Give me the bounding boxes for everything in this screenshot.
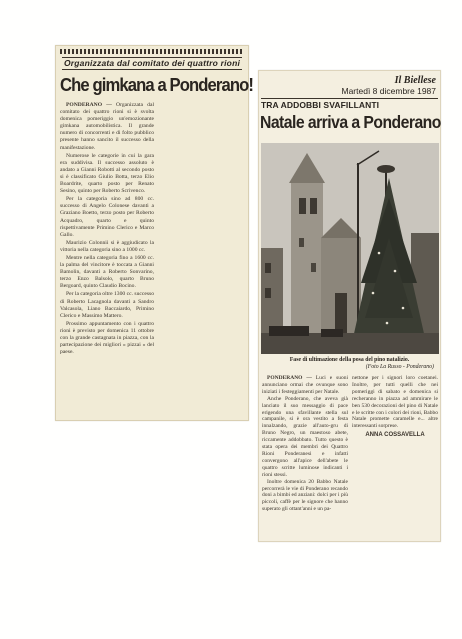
article-paragraph: Per la categoria sino ad 800 cc. successo di Angelo Colonese davanti a Graziano Boetto, terzo posto per Roberto Acquadro, quarto e quinto rispettivamente Primino Clerico e Marco Gallo.	[60, 196, 154, 238]
section-label: TRA ADDOBBI SVAFILLANTI	[261, 100, 380, 110]
article-paragraph: Prossimo appuntamento con i quattro rioni è previsto per domenica 11 ottobre con la grande castagnata in piazza, con la partecipazione dei migliori « pizzai » del paese.	[60, 320, 154, 356]
article-paragraph: Inoltre domenica 20 Babbo Natale percorrerà le vie di Ponderano recando doni a bimbi ed anziani: dolci per i più piccoli, caffè per le signore che hanno superato gli ottant'anni e un pa-	[262, 478, 348, 513]
article-paragraph: Maurizio Colonnii si è aggiudicato la vittoria nella categoria sino a 1000 cc.	[60, 239, 154, 253]
article-column-right	[352, 375, 438, 539]
photo-illustration	[261, 143, 439, 354]
article-paragraph: Numerose le categorie in cui la gara era suddivisa. Il successo assoluto è andato a Gianni Robotti al secondo posto si è classificato Giulio Botta, terzo Elio Boardrite, quarto posto per Renato Sesino, quinto per Roberto Scrivenco.	[60, 152, 154, 195]
article-column-left	[262, 375, 348, 539]
article-paragraph: Anche Ponderano, che aveva già lanciato il suo messaggio di pace erigendo una sfavillante stella sul campanile, si è ora vestito a festa innalzando, grazie all'auto-gru di Bruno Negro, un maestoso abete, riccamente addobbato. Tutto questo è stata opera dei membri dei Quattro Rioni Ponderanesi e infatti convergono all'apice dell'abete le quattro scritte luminose indicanti i rioni stessi.	[262, 395, 348, 478]
article-kicker: Organizzata dal comitato dei quattro rioni	[63, 58, 241, 68]
article-paragraph: nettone per i signori loro coetanei. Inoltre, per tutti quelli che nei pomeriggi di sabato e domenica si recheranno in piazza ad ammirare le ben 530 decorazioni del pino di Natale e le scritte con i colori dei rioni, Babbo Natale promette caramelle e... altre interessanti sorprese.	[352, 375, 438, 430]
divider	[261, 98, 438, 99]
article-paragraph: Mentre nella categoria fino a 1600 cc. la palma del vincitore è toccata a Gianni Bamolin, davanti a Roberto Sonvarino, terzo Enzo Balsolo, quarto Bruno Bergoard, quinto Claudio Bocino.	[60, 254, 154, 290]
dateline: PONDERANO —	[66, 102, 112, 108]
clipping-gimkana	[55, 45, 254, 421]
decorative-rule	[60, 49, 244, 54]
article-paragraph: PONDERANO — Organizzata dal comitato dei quattro rioni si è svolta domenica pomeriggio un'emozionante gimkana automobilistica. Il grande numero di concorrenti e di folto pubblico presente hanno sancito il successo della manifestazione.	[60, 102, 154, 151]
photo-caption: Fase di ultimazione della posa del pino natalizio.	[289, 357, 410, 363]
author-signature: ANNA COSSAVELLA	[365, 432, 425, 439]
clipping-natale	[258, 70, 441, 542]
dateline: PONDERANO —	[267, 375, 312, 381]
article-headline: Natale arriva a Ponderano	[260, 112, 441, 132]
article-paragraph: Per la categoria oltre 1300 cc. successo di Roberto Lacagnola davanti a Sandro Valcasola, Liano Baccaiardo, Primino Clerico e Massimo Mattero.	[60, 291, 154, 319]
photo-credit: (Foto La Russo - Ponderano)	[365, 364, 434, 370]
issue-date: Martedì 8 dicembre 1987	[341, 86, 436, 96]
article-paragraph: PONDERANO — Luci e suoni annunciano ormai che ovunque sono iniziati i festeggiamenti per Natale.	[262, 375, 348, 395]
christmas-tree-photo	[261, 143, 439, 354]
article-body	[60, 102, 154, 416]
article-headline: Che gimkana a Ponderano!	[60, 74, 254, 95]
masthead	[316, 75, 436, 96]
newspaper-name: Il Biellese	[394, 75, 436, 86]
